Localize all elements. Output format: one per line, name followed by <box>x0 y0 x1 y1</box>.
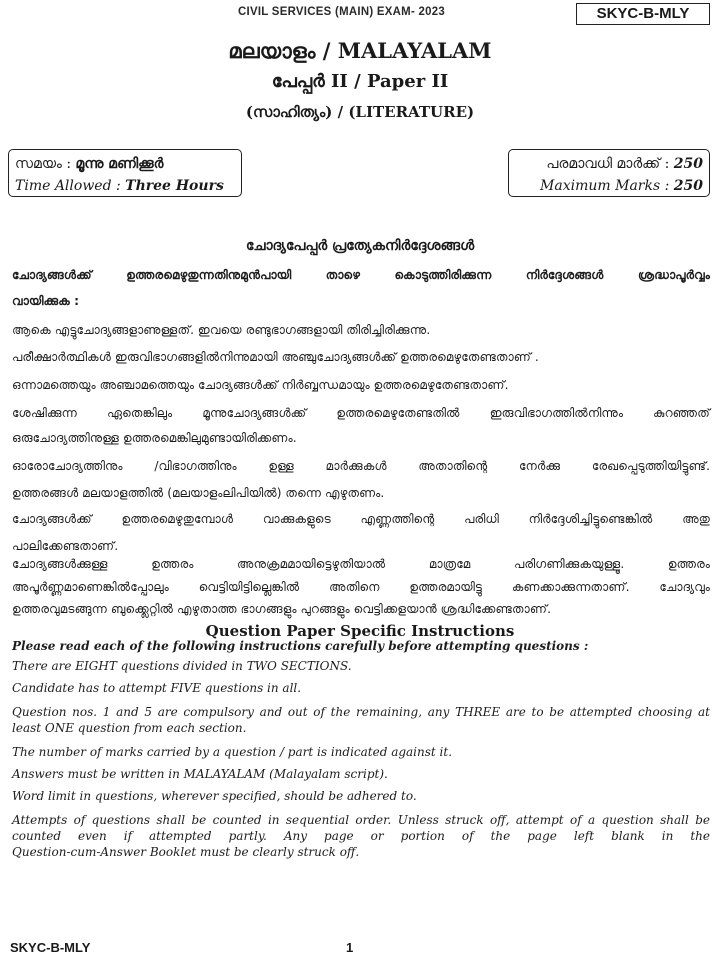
en-instructions-heading: Question Paper Specific Instructions <box>205 622 515 640</box>
en-instruction-7a: Attempts of questions shall be counted in sequential order. Unless struck off, attempt of a question shall be <box>12 813 710 827</box>
en-instruction-3b: least ONE question from each section. <box>12 721 247 735</box>
time-label-ml: സമയം : <box>15 156 72 172</box>
en-instruction-4: The number of marks carried by a question / part is indicated against it. <box>12 745 453 759</box>
paper-en: Paper II <box>366 71 449 92</box>
en-instruction-7c: Question-cum-Answer Booklet must be clearly struck off. <box>12 845 360 859</box>
paper-ml: പേപ്പർ <box>271 71 325 92</box>
paper-code-box: SKYC-B-MLY <box>576 3 710 25</box>
subject-title: മലയാളം / MALAYALAM <box>228 38 492 63</box>
marks-ml <box>515 153 703 175</box>
paper-number: II <box>331 71 348 92</box>
en-instruction-7b: counted even if attempted partly. Any page or portion of the page left blank in the <box>12 829 710 843</box>
time-label-en: Time Allowed : <box>15 178 121 194</box>
time-allowed-box <box>8 149 242 197</box>
category-ml: (സാഹിത്യം) <box>245 103 333 121</box>
marks-value-ml: 250 <box>673 156 703 172</box>
subject-en: MALAYALAM <box>337 38 492 63</box>
marks-label-ml: പരമാവധി മാർക്ക് : <box>546 156 670 172</box>
ml-instruction-7b: അപൂർണ്ണമാണെങ്കിൽപ്പോലും വെട്ടിയിട്ടില്ലെങ്കിൽ അതിനെ ഉത്തരമായിട്ടു കണക്കാക്കുന്നതാണ്. ചോദ്യവും <box>12 580 710 594</box>
time-ml <box>15 153 235 175</box>
ml-instructions-heading: ചോദ്യപേപ്പർ പ്രത്യേകനിർദ്ദേശങ്ങൾ <box>245 238 475 254</box>
en-instruction-1: There are EIGHT questions divided in TWO SECTIONS. <box>12 659 352 673</box>
ml-instruction-7a: ചോദ്യങ്ങൾക്കുള്ള ഉത്തരം അനുക്രമമായിട്ടെഴുതിയാൽ മാത്രമേ പരിഗണിക്കുകയുള്ളൂ. ഉത്തരം <box>12 557 710 571</box>
footer-paper-code: SKYC-B-MLY <box>10 940 91 955</box>
exam-name: CIVIL SERVICES (MAIN) EXAM- 2023 <box>238 4 445 18</box>
ml-instruction-5a: ഓരോചോദ്യത്തിനും /വിഭാഗത്തിനും ഉള്ള മാർക്കുകൾ അതാതിന്റെ നേർക്കു രേഖപ്പെടുത്തിയിട്ടുണ്ട്. <box>12 459 710 473</box>
ml-instruction-7c: ഉത്തരവുമടങ്ങുന്ന ബുക്ക്ലെറ്റിൽ എഴുതാത്ത ഭാഗങ്ങളും പുറങ്ങളും വെട്ടിക്കളയാൻ ശ്രദ്ധിക്കേണ്ടതാണ്. <box>12 602 551 616</box>
ml-instruction-5b: ഉത്തരങ്ങൾ മലയാളത്തിൽ (മലയാളംലിപിയിൽ) തന്നെ എഴുതണം. <box>12 486 385 500</box>
time-value-en: Three Hours <box>125 178 224 194</box>
ml-instruction-6a: ചോദ്യങ്ങൾക്ക് ഉത്തരമെഴുതുമ്പോൾ വാക്കുകളുടെ എണ്ണത്തിന്റെ പരിധി നിർദ്ദേശിച്ചിട്ടുണ്ടെങ്കിൽ അതു <box>12 512 710 526</box>
ml-instruction-4b: ഒരുചോദ്യത്തിനുള്ള ഉത്തരമെങ്കിലുമുണ്ടായിരിക്കണം. <box>12 431 297 445</box>
marks-label-en: Maximum Marks : <box>540 178 670 194</box>
ml-instruction-1: ആകെ എട്ടുചോദ്യങ്ങളാണുള്ളത്. ഇവയെ രണ്ടുഭാഗങ്ങളായി തിരിച്ചിരിക്കുന്നു. <box>12 323 431 337</box>
marks-en <box>515 175 703 197</box>
paper-title: പേപ്പർ II / Paper II <box>271 71 449 92</box>
category-en: (LITERATURE) <box>348 103 475 121</box>
subject-ml: മലയാളം <box>228 38 316 63</box>
ml-instruction-4a: ശേഷിക്കുന്ന ഏതെങ്കിലും മൂന്നുചോദ്യങ്ങൾക്ക് ഉത്തരമെഴുതേണ്ടതിൽ ഇരുവിഭാഗത്തിൽനിന്നും കുറഞ്ഞത് <box>12 406 710 420</box>
en-instruction-6: Word limit in questions, wherever specified, should be adhered to. <box>12 789 417 803</box>
ml-instruction-3: ഒന്നാമത്തെയും അഞ്ചാമത്തെയും ചോദ്യങ്ങൾക്ക് നിർബ്ബന്ധമായും ഉത്തരമെഴുതേണ്ടതാണ്. <box>12 378 509 392</box>
ml-intro-line-2: വായിക്കുക : <box>12 294 80 308</box>
en-instruction-2: Candidate has to attempt FIVE questions in all. <box>12 681 302 695</box>
en-instruction-3a: Question nos. 1 and 5 are compulsory and out of the remaining, any THREE are to be attempted choosing at <box>12 705 710 719</box>
en-instruction-5: Answers must be written in MALAYALAM (Malayalam script). <box>12 767 388 781</box>
footer-page-number: 1 <box>346 940 354 955</box>
en-intro: Please read each of the following instructions carefully before attempting questions : <box>12 639 589 653</box>
time-en <box>15 175 235 197</box>
category-title: (സാഹിത്യം) / (LITERATURE) <box>245 103 475 121</box>
maximum-marks-box <box>508 149 710 197</box>
time-value-ml: മൂന്നു മണിക്കൂർ <box>75 156 164 172</box>
ml-instruction-6b: പാലിക്കേണ്ടതാണ്. <box>12 539 119 553</box>
marks-value-en: 250 <box>673 178 703 194</box>
ml-instruction-2: പരീക്ഷാർത്ഥികൾ ഇരുവിഭാഗങ്ങളിൽനിന്നുമായി അഞ്ചുചോദ്യങ്ങൾക്ക് ഉത്തരമെഴുതേണ്ടതാണ് . <box>12 350 539 364</box>
ml-intro-line-1: ചോദ്യങ്ങൾക്ക് ഉത്തരമെഴുതുന്നതിനുമുൻപായി താഴെ കൊടുത്തിരിക്കുന്ന നിർദ്ദേശങ്ങൾ ശ്രദ്ധാപൂർവ്വം <box>12 268 710 282</box>
